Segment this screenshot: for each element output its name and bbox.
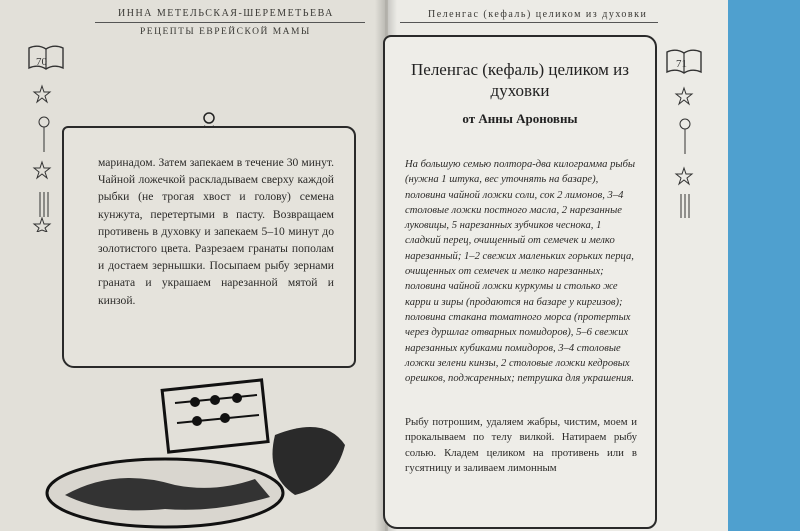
decorative-stars-icon — [670, 84, 700, 224]
fish-plate-illustration — [45, 375, 345, 531]
right-header-rule — [400, 22, 658, 23]
right-recipe-card — [383, 35, 657, 529]
decorative-stars-icon — [30, 82, 60, 232]
left-header-book: РЕЦЕПТЫ ЕВРЕЙСКОЙ МАМЫ — [140, 27, 311, 37]
left-page-number: 70 — [36, 56, 47, 68]
recipe-ingredients: На большую семью полтора-два килограмма рыбы (нужна 1 штука, вес уточнять на базаре), половина чайной ложки соли, сок 2 лимонов, 3–4 столовые ложки постного масла, 2 нарезанные луковицы, 5 нарезанных зубчиков чеснока, 1 сладкий перец, очищенный от семечек и мелко нарезанный; 1–2 свежих маленьких горьких перца, очищенных от семечек и мелко нарезанных; половина чайной ложки куркумы и столько же карри и зиры (продаются на базаре у киргизов); половина стакана томатного морса (протертых через дуршлаг отварных помидоров), 5–6 свежих нарезанных кубиками помидоров, 3–4 столовые ложки зелени кинзы, 2 столовые ложки кедровых орешков, поджаренных; петрушка для украшения. — [405, 159, 636, 385]
left-recipe-card — [62, 126, 356, 368]
left-header-author: ИННА МЕТЕЛЬСКАЯ-ШЕРЕМЕТЬЕВА — [118, 8, 334, 19]
right-header: Пеленгас (кефаль) целиком из духовки — [428, 9, 648, 20]
right-page-number: 71 — [676, 58, 687, 70]
recipe-title: Пеленгас (кефаль) целиком из духовки — [411, 60, 629, 100]
faded-previous-title — [108, 86, 112, 103]
recipe-author: от Анны Ароновны — [462, 111, 578, 126]
left-header-rule — [95, 22, 365, 23]
left-recipe-text: маринадом. Затем запекаем в течение 30 минут. Чайной ложечкой раскладываем сверху каждой рыбки (не трогая хвост и голову) семена кунжута, перетертыми в пасту. Возвращаем противень в духовку и запекаем 5–10 минут до золотистого цвета. Разрезаем гранаты пополам и достаем зернышки. Посыпаем рыбу зернами граната и украшаем нарезанной мятой и кинзой. — [98, 156, 334, 307]
recipe-method: Рыбу потрошим, удаляем жабры, чистим, моем и прокалываем по телу вилкой. Натираем рыбу солью. Кладем целиком на противень или в гусятницу и заливаем лимонным — [405, 416, 637, 474]
